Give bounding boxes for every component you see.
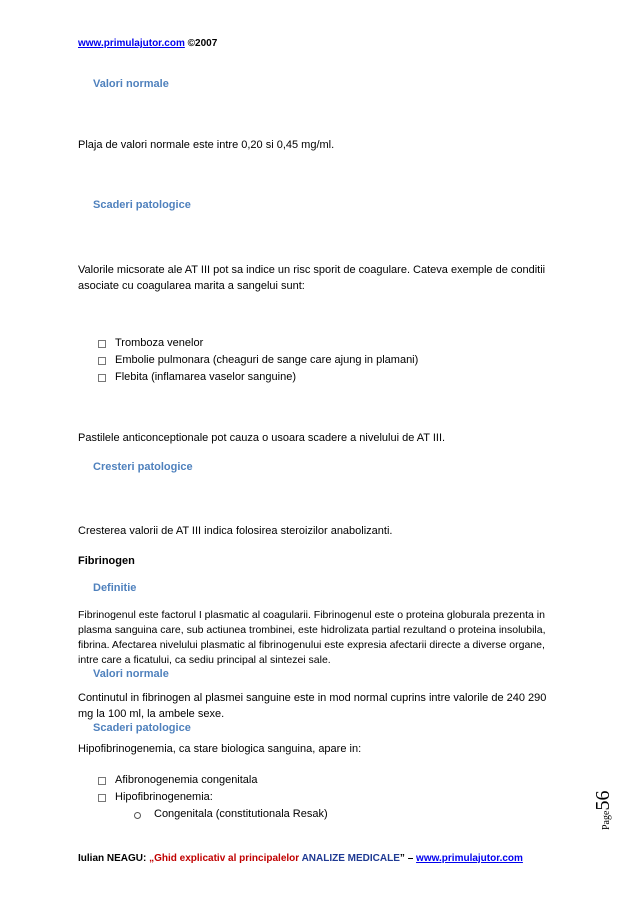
- footer-title-close: ” –: [399, 853, 417, 864]
- valori-normale-2-text: Continutul in fibrinogen al plasmei sanguine este in mod normal cuprins intre valorile de 240 290 mg la 100 ml, la ambele sexe.: [78, 692, 547, 720]
- header-copyright: ©2007: [184, 38, 218, 49]
- cresteri-patologice-heading: Cresteri patologice: [93, 461, 193, 473]
- cresteri-patologice-text: Cresterea valorii de AT III indica folosirea steroizilor anabolizanti.: [78, 525, 393, 537]
- valori-normale-text: Plaja de valori normale este intre 0,20 si 0,45 mg/ml.: [78, 139, 335, 151]
- square-bullet-icon: [98, 777, 106, 785]
- definitie-heading: Definitie: [93, 582, 137, 594]
- page-number-value: 56: [592, 790, 614, 811]
- square-bullet-icon: [98, 357, 106, 365]
- footer-title-open: „Ghid explicativ al principalelor: [149, 853, 302, 864]
- list-item: Afibronogenemia congenitala: [98, 772, 258, 789]
- list-item: Hipofibrinogenemia:: [98, 789, 258, 806]
- list-item: Embolie pulmonara (cheaguri de sange care ajung in plamani): [98, 352, 418, 369]
- hipo-sub-list: [134, 806, 328, 823]
- hipofibrinogenemia-text: Hipofibrinogenemia, ca stare biologica sanguina, apare in:: [78, 743, 362, 755]
- pastilele-text: Pastilele anticonceptionale pot cauza o usoara scadere a nivelului de AT III.: [78, 432, 446, 444]
- page-number: [592, 770, 632, 830]
- fibrinogen-heading: Fibrinogen: [78, 555, 135, 567]
- page-word: Page: [601, 810, 612, 830]
- footer-site-link[interactable]: www.primulajutor.com: [416, 853, 523, 864]
- valori-normale-heading: Valori normale: [93, 78, 169, 90]
- footer-title-caps: ANALIZE MEDICALE: [301, 853, 400, 864]
- valori-normale-2-heading: Valori normale: [93, 668, 169, 680]
- page-footer: [78, 853, 523, 864]
- circle-bullet-icon: [134, 812, 141, 819]
- definitie-text: Fibrinogenul este factorul I plasmatic al coagularii. Fibrinogenul este o proteina globurala prezenta in plasma sanguina care, sub actiunea trombinei, este hidrolizata partial rezultand o proteina insolubila, fibrina. Afectarea nivelului plasmatic al fibrinogenului este expresia afectarii directe a diverse organe, intre care a ficatului, ca sediu principal al sintezei sale.: [78, 609, 546, 666]
- list-item: Tromboza venelor: [98, 335, 418, 352]
- list-item: Congenitala (constitutionala Resak): [134, 806, 328, 823]
- list-item: Flebita (inflamarea vaselor sanguine): [98, 369, 418, 386]
- scaderi-patologice-heading: Scaderi patologice: [93, 199, 191, 211]
- scaderi-patologice-text: Valorile micsorate ale AT III pot sa indice un risc sporit de coagulare. Cateva exemple de conditii asociate cu coagularea marita a sangelui sunt:: [78, 264, 546, 292]
- scaderi-patologice-2-heading: Scaderi patologice: [93, 722, 191, 734]
- square-bullet-icon: [98, 340, 106, 348]
- scaderi-list: [98, 335, 418, 386]
- square-bullet-icon: [98, 794, 106, 802]
- page-header: [78, 38, 217, 49]
- square-bullet-icon: [98, 374, 106, 382]
- hipo-list: [98, 772, 258, 806]
- footer-author: Iulian NEAGU:: [78, 853, 150, 864]
- header-site-link[interactable]: www.primulajutor.com: [78, 38, 185, 49]
